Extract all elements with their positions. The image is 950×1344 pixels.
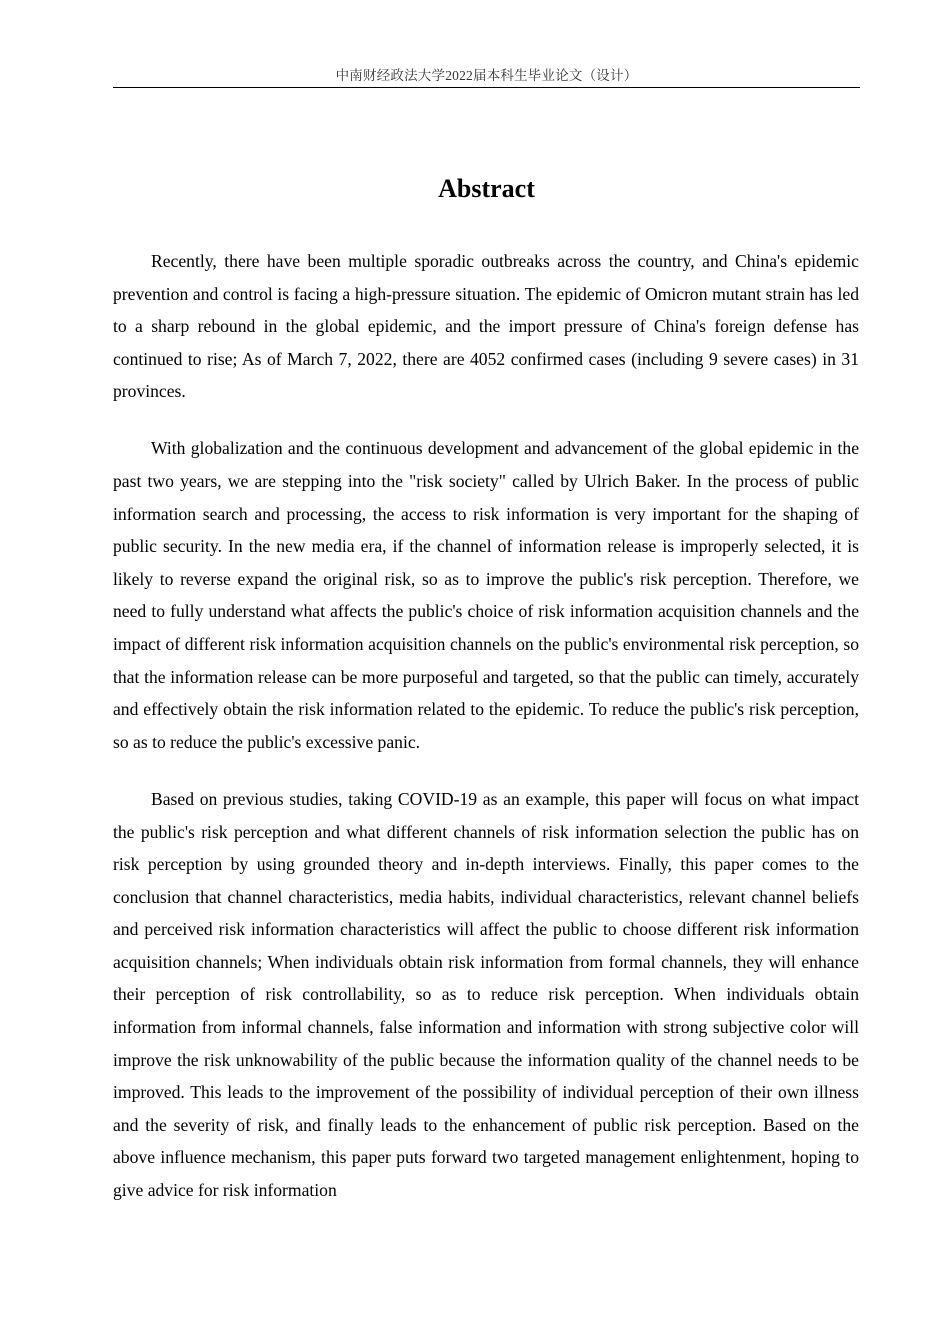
abstract-heading: Abstract: [438, 174, 535, 203]
abstract-paragraph-3: Based on previous studies, taking COVID-19 as an example, this paper will focus on what impact the public's risk perception and what different channels of risk information selection the public has on risk perception by using grounded theory and in-depth interviews. Finally, this paper comes to the conclusion that channel characteristics, media habits, individual characteristics, relevant channel beliefs and perceived risk information characteristics will affect the public to choose different risk information acquisition channels; When individuals obtain risk information from formal channels, they will enhance their perception of risk controllability, so as to reduce risk perception. When individuals obtain information from informal channels, false information and information with strong subjective color will improve the risk unknowability of the public because the information quality of the channel needs to be improved. This leads to the improvement of the possibility of individual perception of their own illness and the severity of risk, and finally leads to the enhancement of public risk perception. Based on the above influence mechanism, this paper puts forward two targeted management enlightenment, hoping to give advice for risk information: [113, 788, 859, 1201]
running-header: 中南财经政法大学2022届本科生毕业论文（设计）: [113, 66, 860, 88]
abstract-body: [113, 245, 859, 1239]
abstract-paragraph-1: Recently, there have been multiple sporadic outbreaks across the country, and China's epidemic prevention and control is facing a high-pressure situation. The epidemic of Omicron mutant strain has led to a sharp rebound in the global epidemic, and the import pressure of China's foreign defense has continued to rise; As of March 7, 2022, there are 4052 confirmed cases (including 9 severe cases) in 31 provinces.: [113, 251, 859, 402]
abstract-paragraph-2: With globalization and the continuous development and advancement of the global epidemic in the past two years, we are stepping into the "risk society" called by Ulrich Baker. In the process of public information search and processing, the access to risk information is very important for the shaping of public security. In the new media era, if the channel of information release is improperly selected, it is likely to reverse expand the original risk, so as to improve the public's risk perception. Therefore, we need to fully understand what affects the public's choice of risk information acquisition channels and the impact of different risk information acquisition channels on the public's environmental risk perception, so that the information release can be more purposeful and targeted, so that the public can timely, accurately and effectively obtain the risk information related to the epidemic. To reduce the public's risk perception, so as to reduce the public's excessive panic.: [113, 438, 859, 752]
